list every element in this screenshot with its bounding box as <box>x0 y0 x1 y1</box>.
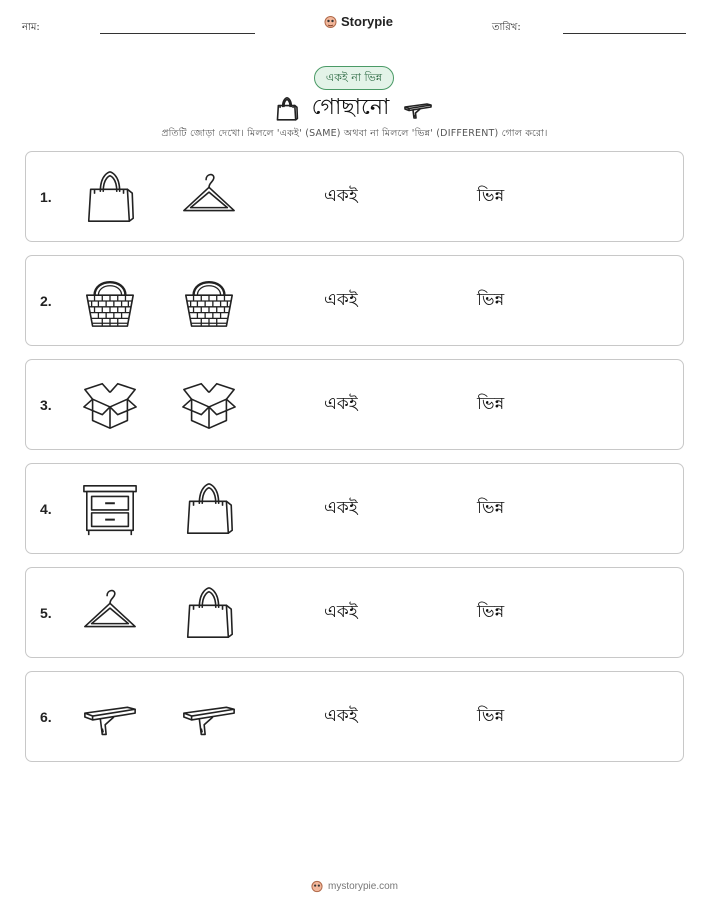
shelf-icon <box>178 688 240 746</box>
basket-icon <box>79 272 141 330</box>
option-different[interactable]: ভিন্ন <box>477 394 505 414</box>
footer <box>0 880 709 893</box>
hanger-icon <box>178 168 240 226</box>
exercise-row <box>25 567 684 658</box>
exercise-row <box>25 151 684 242</box>
instructions: প্রতিটি জোড়া দেখো। মিললে 'একই' (SAME) অথবা না মিললে 'ভিন্ন' (DIFFERENT) গোল করো। <box>161 128 548 139</box>
title-row <box>0 90 709 127</box>
row-number: 1. <box>40 189 52 205</box>
exercise-row <box>25 255 684 346</box>
shelf-icon <box>79 688 141 746</box>
box-icon <box>178 376 240 434</box>
option-different[interactable]: ভিন্ন <box>477 186 505 206</box>
option-same[interactable]: একই <box>324 290 358 310</box>
shelf-icon <box>401 94 435 124</box>
option-same[interactable]: একই <box>324 498 358 518</box>
row-number: 4. <box>40 501 52 517</box>
row-number: 5. <box>40 605 52 621</box>
brand-logo <box>324 14 393 29</box>
option-different[interactable]: ভিন্ন <box>477 706 505 726</box>
footer-site: mystorypie.com <box>327 881 398 892</box>
exercise-row <box>25 671 684 762</box>
option-different[interactable]: ভিন্ন <box>477 290 505 310</box>
date-label: তারিখ: <box>492 22 521 33</box>
name-line[interactable] <box>100 33 255 34</box>
basket-icon <box>178 272 240 330</box>
row-number: 6. <box>40 709 52 725</box>
exercise-row <box>25 359 684 450</box>
page-title: গোছানো <box>311 95 390 120</box>
name-label: নাম: <box>22 22 40 33</box>
bag-icon <box>79 168 141 226</box>
exercise-row <box>25 463 684 554</box>
hanger-icon <box>79 584 141 642</box>
dresser-icon <box>79 480 141 538</box>
option-different[interactable]: ভিন্ন <box>477 498 505 518</box>
bag-icon <box>274 94 300 124</box>
option-same[interactable]: একই <box>324 394 358 414</box>
mascot-icon <box>324 15 337 29</box>
option-same[interactable]: একই <box>324 706 358 726</box>
row-number: 2. <box>40 293 52 309</box>
worksheet-type-badge: একই না ভিন্ন <box>314 66 394 90</box>
bag-icon <box>178 584 240 642</box>
row-number: 3. <box>40 397 52 413</box>
option-different[interactable]: ভিন্ন <box>477 602 505 622</box>
option-same[interactable]: একই <box>324 186 358 206</box>
bag-icon <box>178 480 240 538</box>
mascot-icon <box>311 880 323 893</box>
option-same[interactable]: একই <box>324 602 358 622</box>
brand-name: Storypie <box>341 14 394 29</box>
box-icon <box>79 376 141 434</box>
date-line[interactable] <box>563 33 686 34</box>
